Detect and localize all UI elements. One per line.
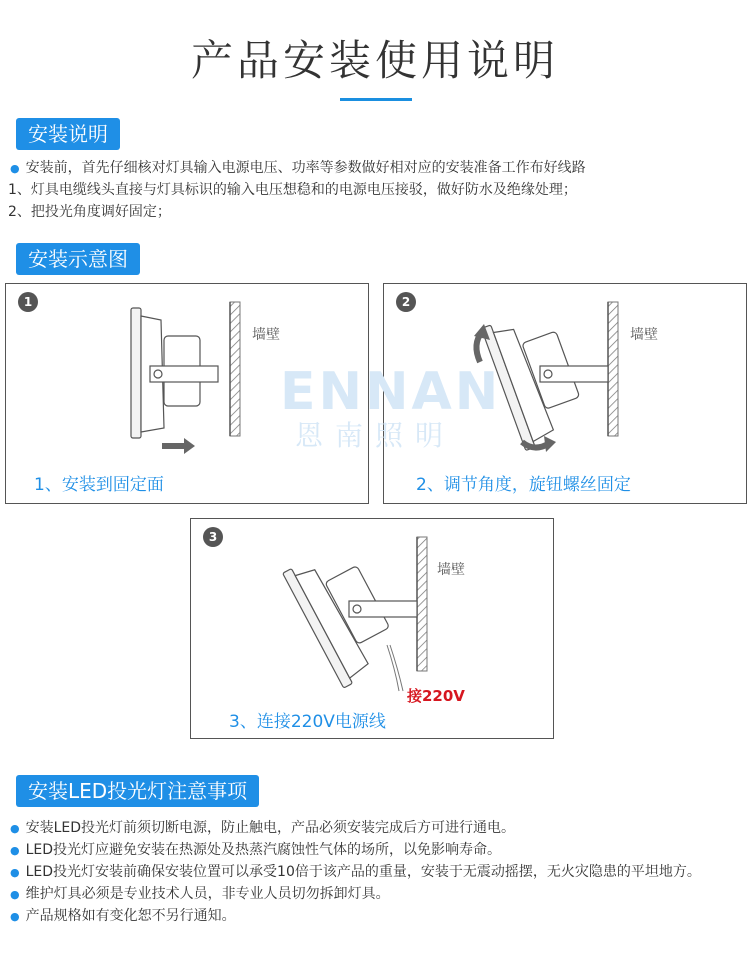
section-tag-precautions: 安装LED投光灯注意事项: [16, 775, 259, 807]
step-number-badge: 2: [396, 292, 416, 312]
bullet-dot-icon: ●: [10, 866, 20, 879]
step-caption: 1、安装到固定面: [34, 475, 164, 495]
precaution-line: ● 维护灯具必须是专业技术人员，非专业人员切勿拆卸灯具。: [10, 886, 390, 902]
watermark-logo-en: ENNAN: [280, 362, 502, 422]
bullet-dot-icon: ●: [10, 162, 20, 175]
install-note-line: 1、灯具电缆线头直接与灯具标识的输入电压想稳和的电源电压接驳，做好防水及绝缘处理；: [8, 182, 577, 198]
bullet-dot-icon: ●: [10, 822, 20, 835]
precaution-line: ● 产品规格如有变化恕不另行通知。: [10, 908, 236, 924]
install-note-line: 2、把投光角度调好固定；: [8, 204, 171, 220]
section-tag-install-notes: 安装说明: [16, 118, 120, 150]
watermark-logo-cn: 恩南照明: [295, 419, 456, 452]
step-number-badge: 1: [18, 292, 38, 312]
page-title: 产品安装使用说明: [190, 36, 559, 85]
title-underline: [340, 98, 412, 101]
wall-label: 墙壁: [252, 327, 280, 343]
bullet-dot-icon: ●: [10, 844, 20, 857]
bullet-dot-icon: ●: [10, 888, 20, 901]
precaution-line: ● LED投光灯应避免安装在热源处及热蒸汽腐蚀性气体的场所，以免影响寿命。: [10, 842, 502, 858]
wall-label: 墙壁: [437, 562, 465, 578]
wall-label: 墙壁: [630, 327, 658, 343]
step-caption: 2、调节角度，旋钮螺丝固定: [416, 475, 631, 495]
precaution-line: ● 安装LED投光灯前须切断电源，防止触电，产品必须安装完成后方可进行通电。: [10, 820, 516, 836]
precaution-line: ● LED投光灯安装前确保安装位置可以承受10倍于该产品的重量，安装于无震动摇摆，无火灾隐患的平坦地方。: [10, 864, 701, 880]
diagram-panel-3: [190, 518, 554, 739]
section-tag-diagram: 安装示意图: [16, 243, 140, 275]
install-step-3-illustration: [191, 519, 553, 738]
install-note-line: ● 安装前，首先仔细核对灯具输入电源电压、功率等参数做好相对应的安装准备工作布好线路: [10, 160, 586, 176]
step-number-badge: 3: [203, 527, 223, 547]
step-caption: 3、连接220V电源线: [229, 712, 386, 732]
voltage-note: 接220V: [407, 687, 465, 705]
bullet-dot-icon: ●: [10, 910, 20, 923]
